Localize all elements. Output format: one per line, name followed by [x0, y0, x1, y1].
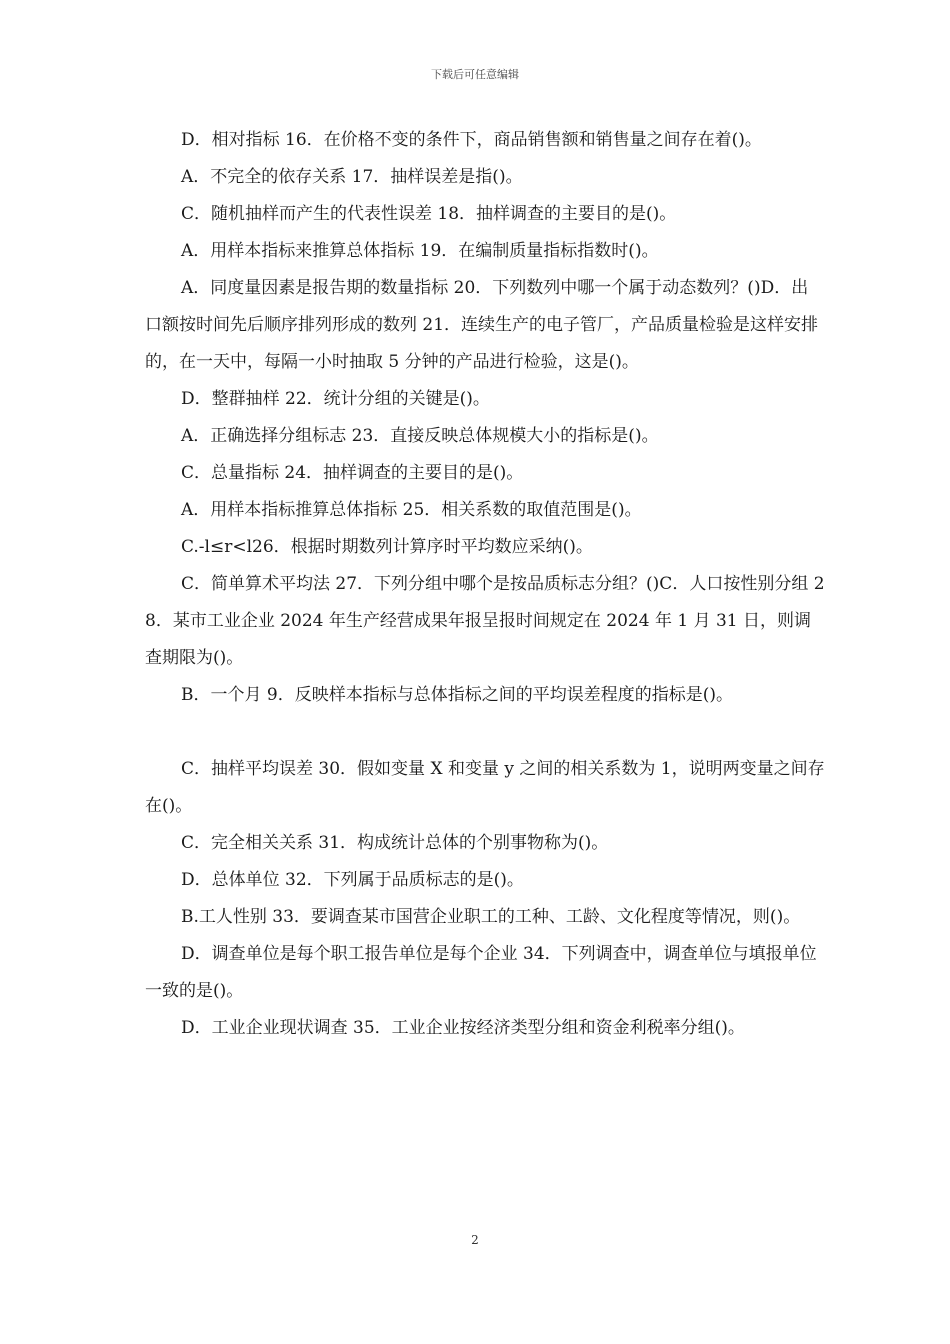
paragraph: C．抽样平均误差 30．假如变量 X 和变量 y 之间的相关系数为 1，说明两变量之间存在()。 [145, 759, 825, 816]
paragraph: B．一个月 9．反映样本指标与总体指标之间的平均误差程度的指标是()。 [181, 685, 733, 705]
paragraph: A．用样本指标推算总体指标 25．相关系数的取值范围是()。 [181, 500, 642, 520]
paragraph: C.-l≤r<l26．根据时期数列计算序时平均数应采纳()。 [181, 537, 593, 557]
paragraph: C．总量指标 24．抽样调查的主要目的是()。 [181, 463, 524, 483]
paragraph: B.工人性别 33．要调查某市国营企业职工的工种、工龄、文化程度等情况，则()。 [181, 907, 801, 927]
paragraph: D．工业企业现状调查 35．工业企业按经济类型分组和资金利税率分组()。 [181, 1018, 745, 1038]
paragraph: C．完全相关关系 31．构成统计总体的个别事物称为()。 [181, 833, 609, 853]
page-header: 下载后可任意编辑 [431, 68, 519, 81]
paragraph: A．不完全的依存关系 17．抽样误差是指()。 [181, 167, 523, 187]
page-number: 2 [471, 1233, 479, 1247]
paragraph: D．整群抽样 22．统计分组的关键是()。 [181, 389, 490, 409]
paragraph: A．同度量因素是报告期的数量指标 20．下列数列中哪一个属于动态数列？()D．出口额按时间先后顺序排列形成的数列 21．连续生产的电子管厂，产品质量检验是这样安排的，在一天中，每隔一小时抽取 5 分钟的产品进行检验，这是()。 [145, 278, 819, 372]
document-body [145, 122, 825, 1047]
paragraph: C．随机抽样而产生的代表性误差 18．抽样调查的主要目的是()。 [181, 204, 677, 224]
paragraph: C．简单算术平均法 27．下列分组中哪个是按品质标志分组？()C．人口按性别分组 28．某市工业企业 2024 年生产经营成果年报呈报时间规定在 2024 年 1 月 31 日，则调查期限为()。 [145, 574, 825, 668]
paragraph: A．正确选择分组标志 23．直接反映总体规模大小的指标是()。 [181, 426, 659, 446]
blank-line [145, 714, 825, 751]
paragraph: D．总体单位 32．下列属于品质标志的是()。 [181, 870, 524, 890]
paragraph: D．相对指标 16．在价格不变的条件下，商品销售额和销售量之间存在着()。 [181, 130, 762, 150]
paragraph: A．用样本指标来推算总体指标 19．在编制质量指标指数时()。 [181, 241, 659, 261]
paragraph: D．调查单位是每个职工报告单位是每个企业 34．下列调查中，调查单位与填报单位一致的是()。 [145, 944, 817, 1001]
